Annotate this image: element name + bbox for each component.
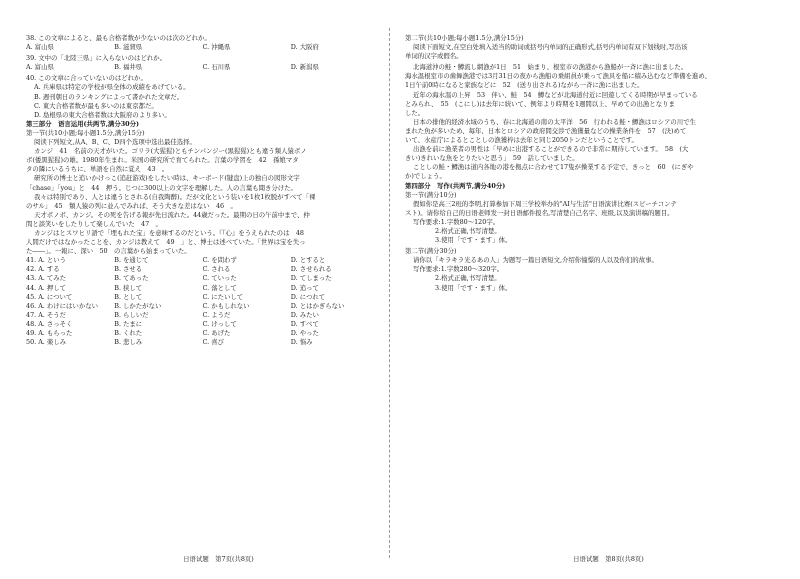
q38-options: [26, 43, 379, 52]
option: C. 落として: [202, 283, 237, 292]
grammar-passage: [405, 63, 786, 181]
passage-line: カンジはとスワヒリ語で「埋もれた宝」を意味するのだという。『『心』をうえられたのは 48: [34, 228, 304, 237]
option: C. 東大合格者数が最も多いのは東京都だ。: [34, 101, 158, 110]
option-row: [26, 293, 379, 302]
option-row: [26, 274, 379, 283]
passage-line: た――」。一報に、深い 50 の言葉から始まっていた。: [26, 247, 191, 256]
passage-line: 海水温根室市の歯舞漁港では3月31日の夜から漁船の乗組員が乗って漁具を船に積み込むなど準備を進め、: [405, 72, 711, 81]
option: D. 島根県の東大合格者数は大阪府のより多い。: [34, 110, 171, 119]
option: C. にたいして: [202, 292, 244, 301]
q38-stem: 38. この文章によると、最も合格者数が少ないのは次のどれか。: [26, 34, 211, 42]
option: B. らしいだ: [114, 310, 149, 319]
passage-line: のサル」 45 類人猿の列に並んでみれば、そう大きな差はない 46 。: [26, 201, 237, 210]
cloze-passage: [26, 147, 379, 256]
option: D. とすると: [290, 256, 326, 265]
writing1-heading: 第一节(满分10分): [405, 190, 457, 199]
option: D. みたい: [290, 310, 319, 319]
option: C. される: [202, 265, 231, 274]
passage-line: 北海道沖の鮭・鱒流し網漁が1日 51 始まり、根室市の漁港から漁船が一斉に漁に出ました。: [413, 63, 688, 72]
option: A. 兵庫県は特定の学校が県全体の成績をあげている。: [34, 83, 190, 92]
option: B. 滋賀県: [114, 43, 143, 52]
option: D. 大阪府: [290, 43, 319, 52]
writing2-prompt: 请你以「キラキラ光るあの人」为题写一篇日语短文,介绍你憧憬的人以及你们的故事。: [413, 256, 658, 265]
passage-line: か)でしょう。: [405, 172, 446, 181]
option: B. てあった: [114, 274, 149, 283]
passage-line: 1日午前0時になると家族などに 52 (送り出される)ながら一斉に漁に出ました。: [405, 81, 644, 90]
option: D. 追って: [290, 283, 319, 292]
writing1-req: 2.格式正确,书写清楚。: [435, 226, 501, 235]
right-page: [393, 0, 800, 579]
option: C. 喜び: [202, 338, 225, 347]
option-row: [26, 338, 379, 347]
option: 50. A. 楽しみ: [26, 338, 67, 347]
instruction: 阅读下面短文,在空白处填入适当的助词或括号内单词的正确形式,括号内单词有双下划线时,写出该: [413, 43, 688, 52]
section2-heading: 第二节(共10小题;每小题1.5分,满分15分): [405, 34, 524, 42]
passage-line: 研究所の博士と追いかけっこ(追赶游戏)をしたい時は、キーボード(键盘)上の独自の図形文字: [34, 174, 300, 183]
writing1-req: 3.使用「です・ます」体。: [435, 236, 512, 245]
option: B. 週刊朝日のランキングによって書かれた文章だ。: [34, 92, 184, 101]
option: A. 富山県: [26, 63, 54, 72]
option: C. あげた: [202, 329, 231, 337]
part4-heading: 第四部分 写作(共两节,满分40分): [405, 181, 506, 190]
passage-line: 「chase」「you」と 44 押う。じつに300以上の文字を理解した。人の言葉も聞き分けた。: [26, 183, 297, 192]
option: 43. A. てみた: [26, 274, 67, 283]
option-row: [26, 311, 379, 320]
option: C. 石川県: [202, 63, 231, 72]
option: B. くれた: [114, 329, 143, 337]
option-row: [26, 320, 379, 329]
option: 47. A. そうだ: [26, 310, 67, 319]
section1-heading: 第一节(共10小题;每小题1.5分,满分15分): [26, 128, 145, 137]
passage-line: 出漁を前に漁業者の男性は「早めに出港することができるので非常に期待しています。 58 (大: [413, 145, 689, 154]
option: B. 悲しみ: [114, 338, 143, 347]
option: D. 新潟県: [290, 63, 319, 72]
passage-line: 日本の排他的経済水域のうち、春に北海道の南の太平洋 56 行われる鮭・鱒漁はロシアの川で生: [413, 117, 696, 126]
option: B. を通じて: [114, 256, 149, 265]
passage-line: ボ(倭黑猩猩)の雄。1980年生まれ。米国の研究所で育てられた。言葉の学習を 42 孫娘マタ: [26, 156, 299, 165]
option: 48. A. さっそく: [26, 319, 73, 328]
q39-options: [26, 63, 379, 72]
writing1-prompt: 假如你是高三2班的李明,打算参加下周三学校举办的"AI与生活"日语演讲比赛(スピーチコンテ: [413, 199, 677, 208]
option: 41. A. という: [26, 256, 67, 265]
option: 42. A. する: [26, 265, 60, 274]
option: B. しかたがない: [114, 301, 162, 310]
option: 46. A. わけにはいかない: [26, 301, 98, 310]
passage-line: カンジ 41 名前の天才がいた。ゴリラ(大猩猩)ともチンパンジー(黒猩猩)とも違う類人猿ボノ: [34, 147, 307, 156]
option: D. につれて: [290, 292, 326, 301]
option-row: [26, 329, 379, 338]
option: C. ていった: [202, 274, 237, 283]
option: D. すべて: [290, 319, 319, 328]
writing1-req: 写作要求:1.字数80～120字。: [413, 217, 500, 226]
cloze-options: [26, 256, 379, 347]
passage-line: タの隣にいるうちに、単語を自然に覚え 43 。: [26, 165, 169, 174]
option: C. を問わず: [202, 256, 237, 265]
option-row: [26, 302, 379, 311]
page-divider: [389, 28, 390, 558]
option: D. とはかぎらない: [290, 301, 345, 310]
passage-line: 人間だけではなかったことを、カンジは教えて 49 」と、博士は述べていた。「世界は宝を失っ: [26, 238, 306, 247]
option: B. させる: [114, 265, 143, 274]
option-row: [26, 284, 379, 293]
passage-line: ことしの鮭・鱒漁は道内各地の港を拠点に合わせて17隻が操業する予定で、きっと 60 (にぎや: [413, 163, 694, 172]
option: C. けっして: [202, 319, 237, 328]
option: 45. A. について: [26, 292, 73, 301]
option: B. として: [114, 292, 143, 301]
option: B. 挟して: [114, 283, 143, 292]
passage-line: まれた魚が多いため、毎年、日本とロシアの政府間交渉で漁獲量などの操業条件を 57 (決)めて: [405, 126, 687, 135]
option: C. 沖縄県: [202, 43, 231, 52]
option: B. 福井県: [114, 63, 143, 72]
q40-stem: 40. この文章に合っていないのはどれか。: [26, 74, 147, 83]
option: D. やった: [290, 329, 319, 337]
passage-line: きい)きれいな魚をとりたいと思う」 59 話していました。: [405, 154, 579, 163]
option: 44. A. 押して: [26, 283, 67, 292]
option-row: [26, 265, 379, 274]
passage-line: 天才ボノボ、カンジ。その死を告げる報が先日流れた。44歳だった。最期の日の午前中まで、仲: [34, 210, 310, 219]
option: B. たまに: [114, 319, 143, 328]
q39-stem: 39. 文中の「北陸三県」に入らないのはどれか。: [26, 54, 167, 63]
writing2-req: 3.使用「です・ます」体。: [435, 283, 512, 292]
part3-heading: 第三部分 语言运用(共两节,满分30分): [26, 119, 140, 128]
passage-line: 間と談笑いをしたりして楽しんでいた 47 。: [26, 219, 162, 228]
passage-line: 我々は特別であり、人とは違うとされる(自我陶醉)。だが文化という装いを1枚1枚脱がすべて「裸: [34, 192, 316, 201]
passage-line: いて、水産庁によるとことしの漁獲枠は去年と同じ2050トンだということです。: [405, 136, 638, 145]
writing1-prompt: スト)。请你给自己的日语老师发一封日语邮件报名,写清楚自己名字、班级,以及演讲稿的题目。: [405, 208, 674, 217]
option: D. 悩み: [290, 338, 313, 347]
writing2-heading: 第二节(满分30分): [405, 247, 457, 256]
option: 49. A. もらった: [26, 329, 73, 337]
option: D. てしまった: [290, 274, 332, 283]
left-page: [0, 0, 385, 579]
option: A. 富山県: [26, 43, 54, 52]
writing2-req: 2.格式正确,书写清楚。: [435, 274, 501, 283]
passage-line: とみられ、 55 (こにし)は去年に続いて、例年より時期を1週間以上、早めての出漁となりま: [405, 99, 675, 108]
option-row: [26, 256, 379, 265]
option: C. ようだ: [202, 310, 231, 319]
instruction: 阅读下列短文,从A、B、C、D四个选项中选出最佳选择。: [34, 138, 196, 147]
passage-line: した。: [405, 108, 425, 117]
instruction: 单词的汉字或假名。: [405, 52, 463, 61]
page-footer: 日语试题 第7页(共8页): [183, 555, 254, 563]
page-footer: 日语试题 第8页(共8页): [573, 555, 644, 563]
passage-line: 近年の海水温の上昇 53 伴い、鮭 54 鱒などが北海道付近に回遊してくる時期が早まっている: [413, 90, 698, 99]
option: D. させられる: [290, 265, 332, 274]
option: C. かもしれない: [202, 301, 250, 310]
writing2-req: 写作要求:1.字数280～320字。: [413, 265, 504, 274]
